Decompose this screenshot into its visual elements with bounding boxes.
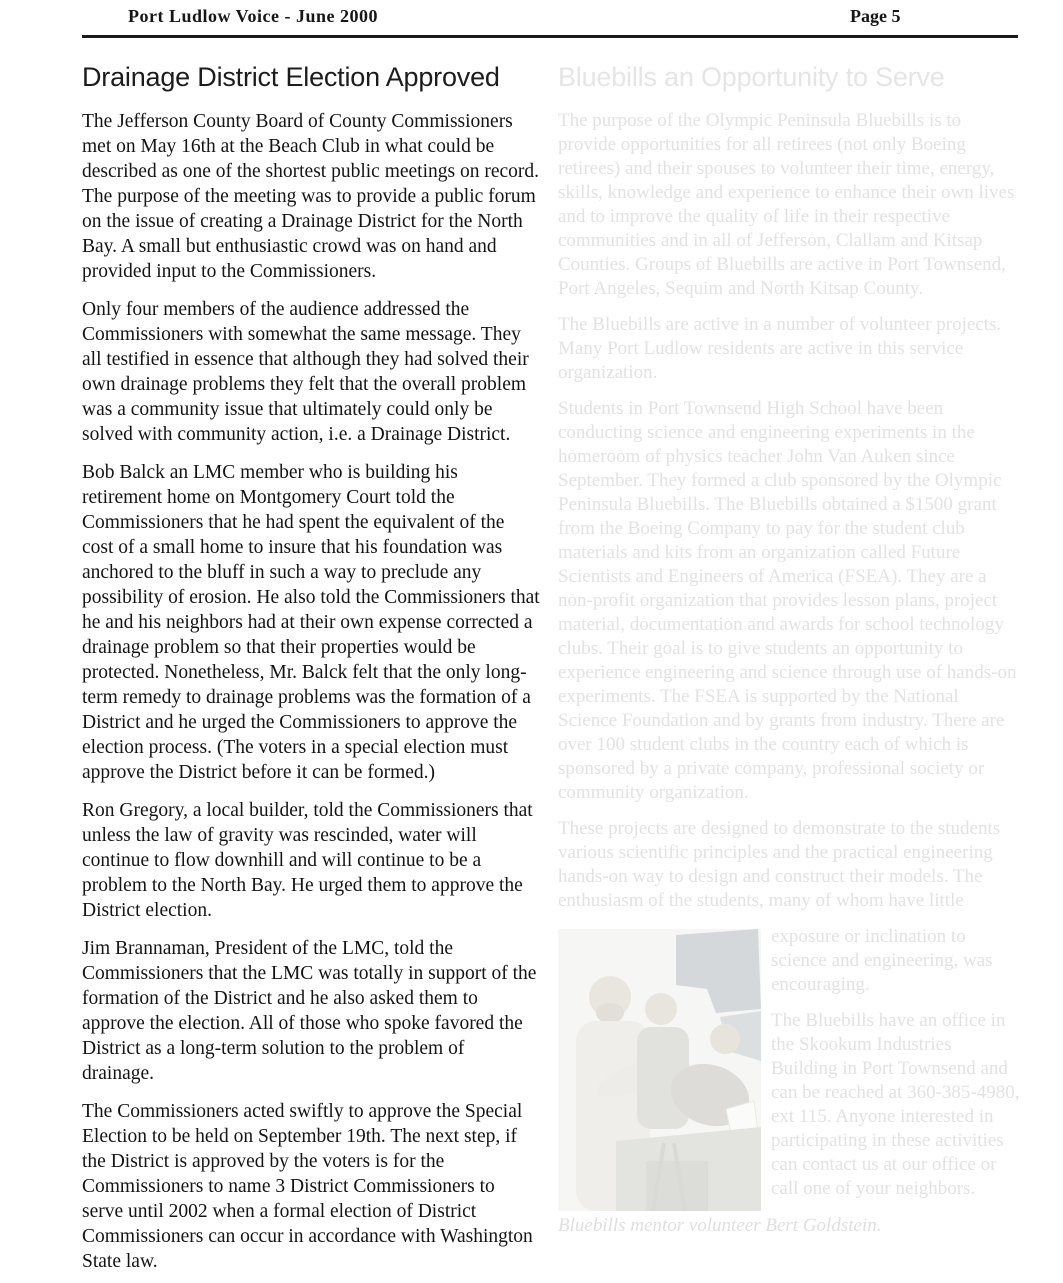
photo-caption: Bluebills mentor volunteer Bert Goldstein. — [558, 1215, 882, 1236]
article-photo — [558, 929, 761, 1211]
right-article — [558, 62, 1020, 1237]
newsletter-title: Port Ludlow Voice - June 2000 — [128, 6, 379, 26]
left-article — [82, 62, 540, 1283]
right-article-title: Bluebills an Opportunity to Serve — [558, 62, 945, 92]
left-article-paragraph: The Jefferson County Board of County Commissioners met on May 16th at the Beach Club in what could be described as one of the shortest public meetings on record. The purpose of the meeting was to provide a public forum on the issue of creating a Drainage District for the North Bay. A small but enthusiastic crowd was on hand and provided input to the Commissioners. — [82, 111, 540, 282]
photo-and-wrap-text — [558, 925, 1020, 1237]
right-article-paragraph: The purpose of the Olympic Peninsula Bluebills is to provide opportunities for all retirees (not only Boeing retirees) and their spouses to volunteer their time, energy, skills, knowledge and experience to enhance their own lives and to improve the quality of life in their respective communities and in all of Jefferson, Clallam and Kitsap Counties. Groups of Bluebills are active in Port Townsend, Port Angeles, Sequim and North Kitsap County. — [558, 110, 1015, 299]
left-article-paragraph: Only four members of the audience addressed the Commissioners with somewhat the same message. They all testified in essence that although they had solved their own drainage problems they felt that the overall problem was a community issue that ultimately could only be solved with community action, i.e. a Drainage District. — [82, 299, 529, 445]
left-article-paragraph: Bob Balck an LMC member who is building his retirement home on Montgomery Court told the Commissioners that he had spent the equivalent of the cost of a small home to insure that his foundation was anchored to the bluff in such a way to preclude any possibility of erosion. He also told the Commissioners that he and his neighbors had at their own expense corrected a drainage problem so that their properties would be protected. Nonetheless, Mr. Balck felt that the only long-term remedy to drainage problems was the formation of a District and he urged the Commissioners to approve the election process. (The voters in a special election must approve the District before it can be formed.) — [82, 462, 540, 783]
page-number: Page 5 — [850, 6, 901, 26]
right-article-wrap-paragraph: The Bluebills have an office in the Skookum Industries Building in Port Townsend and can be reached at 360-385-4980, ext 115. Anyone interested in participating in these activities can contact us at our office or call one of your neighbors. — [771, 1010, 1020, 1199]
right-article-paragraph: Students in Port Townsend High School have been conducting science and engineering experiments in the homeroom of physics teacher John Van Auken since September. They formed a club sponsored by the Olympic Peninsula Bluebills. The Bluebills obtained a $1500 grant from the Boeing Company to pay for the student club materials and kits from an organization called Future Scientists and Engineers of America (FSEA). They are a non-profit organization that provides lesson plans, project material, documentation and awards for school technology clubs. Their goal is to give students an opportunity to experience engineering and science through use of hands-on experiments. The FSEA is supported by the National Science Foundation and by grants from industry. There are over 100 student clubs in the country each of which is sponsored by a private company, professional society or community organization. — [558, 398, 1017, 803]
right-article-wrap-paragraph: exposure or inclination to science and engineering, was encouraging. — [771, 926, 993, 995]
right-article-paragraph: The Bluebills are active in a number of volunteer projects. Many Port Ludlow residents are active in this service organization. — [558, 314, 1002, 383]
right-article-paragraph: These projects are designed to demonstrate to the students various scientific principles and the practical engineering hands-on way to design and construct their models. The enthusiasm of the students, many of whom have little — [558, 818, 1001, 911]
left-article-title: Drainage District Election Approved — [82, 62, 500, 92]
header-divider — [82, 35, 1018, 38]
left-article-paragraph: The Commissioners acted swiftly to approve the Special Election to be held on September 19th. The next step, if the District is approved by the voters is for the Commissioners to name 3 District Commissioners to serve until 2002 when a formal election of District Commissioners can occur in accordance with Washington State law. — [82, 1101, 533, 1272]
left-article-paragraph: Ron Gregory, a local builder, told the Commissioners that unless the law of gravity was rescinded, water will continue to flow downhill and will continue to be a problem to the North Bay. He urged them to approve the District election. — [82, 800, 533, 921]
left-article-paragraph: Jim Brannaman, President of the LMC, told the Commissioners that the LMC was totally in support of the formation of the District and he also asked them to approve the election. All of those who spoke favored the District as a long-term solution to the problem of drainage. — [82, 938, 537, 1084]
